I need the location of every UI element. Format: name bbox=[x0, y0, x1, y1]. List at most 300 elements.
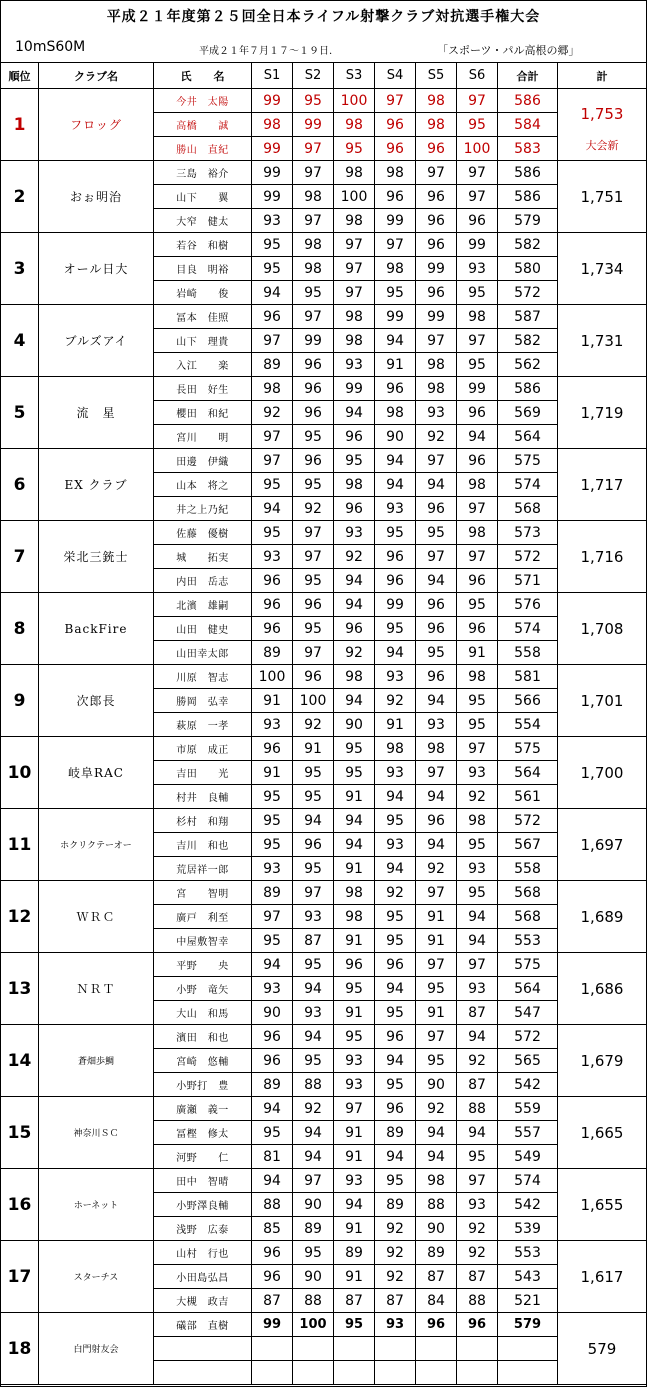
shooter-name: 宮川 明 bbox=[154, 425, 252, 449]
series-score-s6: 96 bbox=[457, 617, 498, 641]
series-score-s4: 96 bbox=[375, 1025, 416, 1049]
team-total-cell bbox=[558, 809, 647, 881]
team-total-cell bbox=[558, 305, 647, 377]
series-score-s5: 87 bbox=[416, 1265, 457, 1289]
rank-cell: 10 bbox=[1, 737, 39, 809]
series-score-s6: 94 bbox=[457, 1025, 498, 1049]
series-score-s6: 95 bbox=[457, 689, 498, 713]
shooter-total: 571 bbox=[498, 569, 558, 593]
shooter-name: 勝山 直紀 bbox=[154, 137, 252, 161]
header-s5: S5 bbox=[416, 63, 457, 89]
series-score-s2: 97 bbox=[293, 641, 334, 665]
shooter-total: 586 bbox=[498, 89, 558, 113]
shooter-name: 山下 翼 bbox=[154, 185, 252, 209]
series-score-s2: 96 bbox=[293, 401, 334, 425]
rank-cell: 3 bbox=[1, 233, 39, 305]
series-score-s6: 96 bbox=[457, 401, 498, 425]
series-score-s2: 89 bbox=[293, 1217, 334, 1241]
team-total-value: 1,617 bbox=[580, 1267, 624, 1286]
series-score-s6: 92 bbox=[457, 1049, 498, 1073]
series-score-s2: 97 bbox=[293, 161, 334, 185]
series-score-s1: 81 bbox=[252, 1145, 293, 1169]
team-total-value: 1,751 bbox=[580, 187, 624, 206]
series-score-s5: 98 bbox=[416, 737, 457, 761]
series-score-s5: 97 bbox=[416, 953, 457, 977]
table-row bbox=[1, 1241, 647, 1265]
shooter-total: 586 bbox=[498, 377, 558, 401]
series-score-s3: 97 bbox=[334, 233, 375, 257]
team-total-value: 1,665 bbox=[580, 1123, 624, 1142]
shooter-name: 吉川 和也 bbox=[154, 833, 252, 857]
series-score-s4 bbox=[375, 1337, 416, 1361]
series-score-s1: 95 bbox=[252, 929, 293, 953]
series-score-s5: 98 bbox=[416, 113, 457, 137]
table-row bbox=[1, 665, 647, 689]
club-name-cell: 次郎長 bbox=[39, 665, 154, 737]
shooter-name: 井之上乃紀 bbox=[154, 497, 252, 521]
rank-cell: 6 bbox=[1, 449, 39, 521]
series-score-s4: 94 bbox=[375, 977, 416, 1001]
table-row bbox=[1, 305, 647, 329]
series-score-s2: 96 bbox=[293, 833, 334, 857]
series-score-s5: 97 bbox=[416, 761, 457, 785]
series-score-s6: 95 bbox=[457, 113, 498, 137]
series-score-s2: 94 bbox=[293, 1145, 334, 1169]
team-total-cell bbox=[558, 233, 647, 305]
series-score-s4: 96 bbox=[375, 1097, 416, 1121]
series-score-s3: 91 bbox=[334, 785, 375, 809]
series-score-s3: 96 bbox=[334, 425, 375, 449]
team-total-value: 1,719 bbox=[580, 403, 624, 422]
table-row bbox=[1, 1025, 647, 1049]
shooter-name: 平野 央 bbox=[154, 953, 252, 977]
shooter-name: 大窄 健太 bbox=[154, 209, 252, 233]
series-score-s3: 91 bbox=[334, 1145, 375, 1169]
shooter-name: 山下 理貴 bbox=[154, 329, 252, 353]
series-score-s4: 94 bbox=[375, 641, 416, 665]
series-score-s4: 96 bbox=[375, 569, 416, 593]
series-score-s5: 98 bbox=[416, 89, 457, 113]
series-score-s6 bbox=[457, 1361, 498, 1385]
rank-cell: 14 bbox=[1, 1025, 39, 1097]
shooter-total: 586 bbox=[498, 185, 558, 209]
series-score-s2 bbox=[293, 1337, 334, 1361]
series-score-s2: 97 bbox=[293, 1169, 334, 1193]
club-name-cell: ＷＲＣ bbox=[39, 881, 154, 953]
shooter-total: 574 bbox=[498, 473, 558, 497]
series-score-s1: 95 bbox=[252, 785, 293, 809]
series-score-s3: 97 bbox=[334, 281, 375, 305]
shooter-total: 575 bbox=[498, 737, 558, 761]
table-row bbox=[1, 737, 647, 761]
shooter-total: 561 bbox=[498, 785, 558, 809]
table-row bbox=[1, 593, 647, 617]
event-date: 平成２１年７月１７～１９日. bbox=[199, 46, 333, 57]
team-total-value: 1,717 bbox=[580, 475, 624, 494]
series-score-s6: 97 bbox=[457, 185, 498, 209]
series-score-s2: 92 bbox=[293, 713, 334, 737]
series-score-s1: 95 bbox=[252, 833, 293, 857]
team-total-value: 1,686 bbox=[580, 979, 624, 998]
shooter-name: 冨本 佳照 bbox=[154, 305, 252, 329]
series-score-s4: 93 bbox=[375, 1313, 416, 1337]
series-score-s6: 95 bbox=[457, 833, 498, 857]
series-score-s6: 95 bbox=[457, 1145, 498, 1169]
series-score-s6: 100 bbox=[457, 137, 498, 161]
rank-cell: 12 bbox=[1, 881, 39, 953]
series-score-s4: 98 bbox=[375, 737, 416, 761]
series-score-s6: 93 bbox=[457, 977, 498, 1001]
table-row bbox=[1, 1097, 647, 1121]
shooter-total bbox=[498, 1337, 558, 1361]
series-score-s4: 96 bbox=[375, 545, 416, 569]
series-score-s6: 92 bbox=[457, 1241, 498, 1265]
series-score-s4: 93 bbox=[375, 761, 416, 785]
series-score-s6: 94 bbox=[457, 905, 498, 929]
series-score-s3: 98 bbox=[334, 161, 375, 185]
series-score-s5 bbox=[416, 1337, 457, 1361]
series-score-s3: 96 bbox=[334, 953, 375, 977]
series-score-s6: 99 bbox=[457, 233, 498, 257]
series-score-s2: 98 bbox=[293, 257, 334, 281]
series-score-s5: 99 bbox=[416, 305, 457, 329]
series-score-s5: 99 bbox=[416, 257, 457, 281]
series-score-s4: 94 bbox=[375, 1145, 416, 1169]
series-score-s2: 94 bbox=[293, 1121, 334, 1145]
shooter-name: 山田幸太郎 bbox=[154, 641, 252, 665]
series-score-s5: 91 bbox=[416, 929, 457, 953]
shooter-name: 今井 太陽 bbox=[154, 89, 252, 113]
shooter-total: 587 bbox=[498, 305, 558, 329]
series-score-s5: 94 bbox=[416, 689, 457, 713]
team-total-value: 1,697 bbox=[580, 835, 624, 854]
series-score-s1: 93 bbox=[252, 977, 293, 1001]
series-score-s1: 97 bbox=[252, 905, 293, 929]
series-score-s6: 94 bbox=[457, 929, 498, 953]
series-score-s2: 95 bbox=[293, 761, 334, 785]
series-score-s4: 95 bbox=[375, 1169, 416, 1193]
series-score-s5: 96 bbox=[416, 617, 457, 641]
series-score-s6: 98 bbox=[457, 809, 498, 833]
series-score-s3: 98 bbox=[334, 881, 375, 905]
shooter-total: 574 bbox=[498, 1169, 558, 1193]
club-name-cell: EX クラブ bbox=[39, 449, 154, 521]
series-score-s4: 96 bbox=[375, 185, 416, 209]
series-score-s1: 96 bbox=[252, 305, 293, 329]
series-score-s6: 91 bbox=[457, 641, 498, 665]
shooter-name: 浅野 広泰 bbox=[154, 1217, 252, 1241]
series-score-s5: 94 bbox=[416, 785, 457, 809]
series-score-s6: 92 bbox=[457, 1217, 498, 1241]
table-row bbox=[1, 161, 647, 185]
shooter-total: 579 bbox=[498, 1313, 558, 1337]
series-score-s4: 97 bbox=[375, 89, 416, 113]
series-score-s6: 93 bbox=[457, 257, 498, 281]
series-score-s1: 96 bbox=[252, 593, 293, 617]
shooter-total: 583 bbox=[498, 137, 558, 161]
team-total-value: 1,716 bbox=[580, 547, 624, 566]
series-score-s4: 94 bbox=[375, 473, 416, 497]
series-score-s3: 97 bbox=[334, 257, 375, 281]
series-score-s3: 91 bbox=[334, 1121, 375, 1145]
series-score-s6: 88 bbox=[457, 1289, 498, 1313]
shooter-total: 568 bbox=[498, 497, 558, 521]
series-score-s1: 96 bbox=[252, 569, 293, 593]
series-score-s1: 96 bbox=[252, 1049, 293, 1073]
team-total-value: 1,679 bbox=[580, 1051, 624, 1070]
shooter-name: 入江 楽 bbox=[154, 353, 252, 377]
series-score-s1: 99 bbox=[252, 161, 293, 185]
series-score-s3: 91 bbox=[334, 1265, 375, 1289]
series-score-s2: 97 bbox=[293, 209, 334, 233]
shooter-name: 山田 健史 bbox=[154, 617, 252, 641]
header-total: 計 bbox=[558, 63, 647, 89]
series-score-s1: 94 bbox=[252, 497, 293, 521]
series-score-s2: 95 bbox=[293, 281, 334, 305]
series-score-s4: 95 bbox=[375, 929, 416, 953]
series-score-s1: 94 bbox=[252, 281, 293, 305]
shooter-name: 佐藤 優樹 bbox=[154, 521, 252, 545]
series-score-s3: 94 bbox=[334, 689, 375, 713]
series-score-s4: 95 bbox=[375, 617, 416, 641]
series-score-s5: 95 bbox=[416, 641, 457, 665]
team-total-cell bbox=[558, 953, 647, 1025]
series-score-s3: 93 bbox=[334, 1169, 375, 1193]
series-score-s5: 97 bbox=[416, 545, 457, 569]
series-score-s2: 96 bbox=[293, 449, 334, 473]
event-venue: 「スポーツ・パル高根の郷」 bbox=[437, 44, 580, 57]
shooter-name: 小野打 豊 bbox=[154, 1073, 252, 1097]
header-s6: S6 bbox=[457, 63, 498, 89]
series-score-s5: 96 bbox=[416, 233, 457, 257]
shooter-name: 目良 明裕 bbox=[154, 257, 252, 281]
series-score-s6: 97 bbox=[457, 329, 498, 353]
rank-cell: 2 bbox=[1, 161, 39, 233]
rank-cell: 8 bbox=[1, 593, 39, 665]
series-score-s5: 89 bbox=[416, 1241, 457, 1265]
shooter-total: 568 bbox=[498, 905, 558, 929]
team-total-value: 1,700 bbox=[580, 763, 624, 782]
rank-cell: 1 bbox=[1, 89, 39, 161]
series-score-s3: 91 bbox=[334, 1001, 375, 1025]
series-score-s2: 97 bbox=[293, 521, 334, 545]
shooter-total: 566 bbox=[498, 689, 558, 713]
series-score-s3: 93 bbox=[334, 521, 375, 545]
series-score-s4: 95 bbox=[375, 521, 416, 545]
series-score-s6: 98 bbox=[457, 665, 498, 689]
shooter-total: 564 bbox=[498, 425, 558, 449]
team-total-value: 1,708 bbox=[580, 619, 624, 638]
series-score-s2: 87 bbox=[293, 929, 334, 953]
series-score-s4: 98 bbox=[375, 161, 416, 185]
header-s2: S2 bbox=[293, 63, 334, 89]
series-score-s2: 92 bbox=[293, 1097, 334, 1121]
team-total-cell bbox=[558, 665, 647, 737]
series-score-s1: 97 bbox=[252, 449, 293, 473]
shooter-total: 572 bbox=[498, 281, 558, 305]
series-score-s4: 94 bbox=[375, 785, 416, 809]
series-score-s4: 93 bbox=[375, 665, 416, 689]
series-score-s1: 93 bbox=[252, 713, 293, 737]
shooter-total: 582 bbox=[498, 329, 558, 353]
series-score-s1: 96 bbox=[252, 617, 293, 641]
series-score-s4: 93 bbox=[375, 833, 416, 857]
series-score-s5: 94 bbox=[416, 1145, 457, 1169]
shooter-name: 濱田 和也 bbox=[154, 1025, 252, 1049]
club-name-cell: ホーネット bbox=[39, 1169, 154, 1241]
series-score-s3: 92 bbox=[334, 545, 375, 569]
series-score-s5: 90 bbox=[416, 1073, 457, 1097]
series-score-s3: 100 bbox=[334, 185, 375, 209]
series-score-s5: 88 bbox=[416, 1193, 457, 1217]
team-total-value: 1,689 bbox=[580, 907, 624, 926]
shooter-total: 539 bbox=[498, 1217, 558, 1241]
series-score-s3: 95 bbox=[334, 737, 375, 761]
club-name-cell: ブルズアイ bbox=[39, 305, 154, 377]
team-total-value: 1,731 bbox=[580, 331, 624, 350]
series-score-s6: 96 bbox=[457, 569, 498, 593]
series-score-s5: 97 bbox=[416, 881, 457, 905]
series-score-s6: 96 bbox=[457, 209, 498, 233]
series-score-s2: 90 bbox=[293, 1193, 334, 1217]
series-score-s1: 90 bbox=[252, 1001, 293, 1025]
table-row bbox=[1, 377, 647, 401]
series-score-s5: 94 bbox=[416, 569, 457, 593]
shooter-name bbox=[154, 1337, 252, 1361]
series-score-s3: 98 bbox=[334, 905, 375, 929]
table-row bbox=[1, 953, 647, 977]
series-score-s4: 92 bbox=[375, 1217, 416, 1241]
club-name-cell: BackFire bbox=[39, 593, 154, 665]
series-score-s1: 96 bbox=[252, 1241, 293, 1265]
club-name-cell: スターチス bbox=[39, 1241, 154, 1313]
shooter-total: 557 bbox=[498, 1121, 558, 1145]
series-score-s5: 84 bbox=[416, 1289, 457, 1313]
series-score-s2: 95 bbox=[293, 473, 334, 497]
series-score-s6: 96 bbox=[457, 1313, 498, 1337]
shooter-name: 勝岡 弘幸 bbox=[154, 689, 252, 713]
event-label: 10mS60M bbox=[15, 39, 86, 55]
series-score-s2: 88 bbox=[293, 1073, 334, 1097]
series-score-s2: 92 bbox=[293, 497, 334, 521]
shooter-total: 580 bbox=[498, 257, 558, 281]
series-score-s6: 96 bbox=[457, 449, 498, 473]
series-score-s5: 92 bbox=[416, 857, 457, 881]
series-score-s1: 96 bbox=[252, 1265, 293, 1289]
series-score-s4: 94 bbox=[375, 329, 416, 353]
series-score-s3: 94 bbox=[334, 833, 375, 857]
series-score-s6: 99 bbox=[457, 377, 498, 401]
shooter-name: 小田島弘昌 bbox=[154, 1265, 252, 1289]
series-score-s1: 96 bbox=[252, 1025, 293, 1049]
shooter-total: 542 bbox=[498, 1073, 558, 1097]
series-score-s5: 94 bbox=[416, 833, 457, 857]
series-score-s4: 97 bbox=[375, 233, 416, 257]
table-row bbox=[1, 1169, 647, 1193]
series-score-s4: 89 bbox=[375, 1121, 416, 1145]
series-score-s2: 96 bbox=[293, 593, 334, 617]
shooter-total: 564 bbox=[498, 761, 558, 785]
series-score-s2: 99 bbox=[293, 329, 334, 353]
series-score-s6: 95 bbox=[457, 353, 498, 377]
series-score-s5: 96 bbox=[416, 281, 457, 305]
shooter-total: 542 bbox=[498, 1193, 558, 1217]
series-score-s4: 94 bbox=[375, 857, 416, 881]
series-score-s3: 95 bbox=[334, 449, 375, 473]
series-score-s5: 96 bbox=[416, 809, 457, 833]
shooter-total: 521 bbox=[498, 1289, 558, 1313]
series-score-s3: 93 bbox=[334, 1073, 375, 1097]
shooter-total: 581 bbox=[498, 665, 558, 689]
series-score-s2: 94 bbox=[293, 809, 334, 833]
shooter-total: 553 bbox=[498, 929, 558, 953]
series-score-s5: 95 bbox=[416, 521, 457, 545]
series-score-s5: 93 bbox=[416, 401, 457, 425]
team-total-value: 1,655 bbox=[580, 1195, 624, 1214]
series-score-s4: 92 bbox=[375, 881, 416, 905]
shooter-name: 大山 和馬 bbox=[154, 1001, 252, 1025]
table-row bbox=[1, 233, 647, 257]
series-score-s3 bbox=[334, 1337, 375, 1361]
team-total-value: 1,753 bbox=[580, 104, 624, 123]
table-row bbox=[1, 89, 647, 113]
series-score-s3 bbox=[334, 1361, 375, 1385]
results-body bbox=[1, 89, 647, 1385]
series-score-s4: 95 bbox=[375, 1073, 416, 1097]
series-score-s2: 100 bbox=[293, 689, 334, 713]
series-score-s3: 100 bbox=[334, 89, 375, 113]
shooter-total: 569 bbox=[498, 401, 558, 425]
shooter-name: 内田 岳志 bbox=[154, 569, 252, 593]
series-score-s2: 97 bbox=[293, 545, 334, 569]
rank-cell: 17 bbox=[1, 1241, 39, 1313]
series-score-s6: 97 bbox=[457, 89, 498, 113]
series-score-s1: 91 bbox=[252, 689, 293, 713]
series-score-s6: 98 bbox=[457, 305, 498, 329]
shooter-name: 城 拓実 bbox=[154, 545, 252, 569]
series-score-s5: 91 bbox=[416, 905, 457, 929]
header-subtotal: 合計 bbox=[498, 63, 558, 89]
series-score-s5: 96 bbox=[416, 137, 457, 161]
series-score-s6: 98 bbox=[457, 521, 498, 545]
shooter-total bbox=[498, 1361, 558, 1385]
header-name: 氏 名 bbox=[154, 63, 252, 89]
series-score-s1: 98 bbox=[252, 377, 293, 401]
shooter-name: 萩原 一孝 bbox=[154, 713, 252, 737]
header-s3: S3 bbox=[334, 63, 375, 89]
table-row bbox=[1, 881, 647, 905]
series-score-s4: 96 bbox=[375, 137, 416, 161]
header-row bbox=[1, 63, 647, 89]
shooter-name: 長田 好生 bbox=[154, 377, 252, 401]
shooter-name: 北濱 雄嗣 bbox=[154, 593, 252, 617]
table-row bbox=[1, 1313, 647, 1337]
team-total-cell bbox=[558, 377, 647, 449]
series-score-s4: 95 bbox=[375, 1001, 416, 1025]
series-score-s6: 97 bbox=[457, 953, 498, 977]
club-name-cell: おぉ明治 bbox=[39, 161, 154, 233]
series-score-s3: 95 bbox=[334, 1025, 375, 1049]
series-score-s3: 99 bbox=[334, 377, 375, 401]
series-score-s5 bbox=[416, 1361, 457, 1385]
shooter-total: 579 bbox=[498, 209, 558, 233]
series-score-s5: 91 bbox=[416, 1001, 457, 1025]
series-score-s3: 95 bbox=[334, 1313, 375, 1337]
series-score-s3: 95 bbox=[334, 761, 375, 785]
series-score-s6: 97 bbox=[457, 161, 498, 185]
series-score-s3: 89 bbox=[334, 1241, 375, 1265]
header-rank: 順位 bbox=[1, 63, 39, 89]
